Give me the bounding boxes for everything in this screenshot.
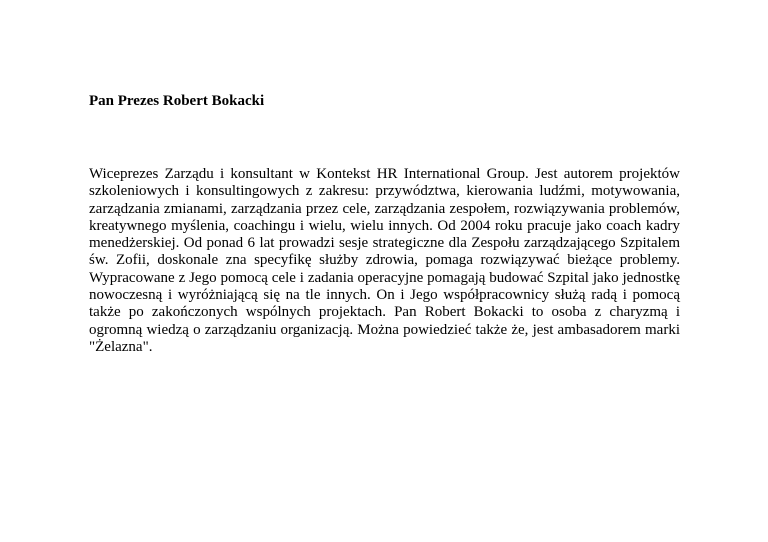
document-paragraph: Wiceprezes Zarządu i konsultant w Kontekst HR International Group. Jest autorem projektów szkoleniowych i konsultingowych z zakresu: przywództwa, kierowania ludźmi, motywowania, zarządzania zmianami, zarządzania przez cele, zarządzania zespołem, rozwiązywania problemów, kreatywnego myślenia, coachingu i wielu, wielu innych. Od 2004 roku pracuje jako coach kadry menedżerskiej. Od ponad 6 lat prowadzi sesje strategiczne dla Zespołu zarządzającego Szpitalem św. Zofii, doskonale zna specyfikę służby zdrowia, pomaga rozwiązywać bieżące problemy. Wypracowane z Jego pomocą cele i zadania operacyjne pomagają budować Szpital jako jednostkę nowoczesną i wyróżniającą się na tle innych. On i Jego współpracownicy służą radą i pomocą także po zakończonych wspólnych projektach. Pan Robert Bokacki to osoba z charyzmą i ogromną wiedzą o zarządzaniu organizacją. Można powiedzieć także że, jest ambasadorem marki "Żelazna".	[89, 166, 680, 355]
document-title: Pan Prezes Robert Bokacki	[89, 93, 265, 109]
